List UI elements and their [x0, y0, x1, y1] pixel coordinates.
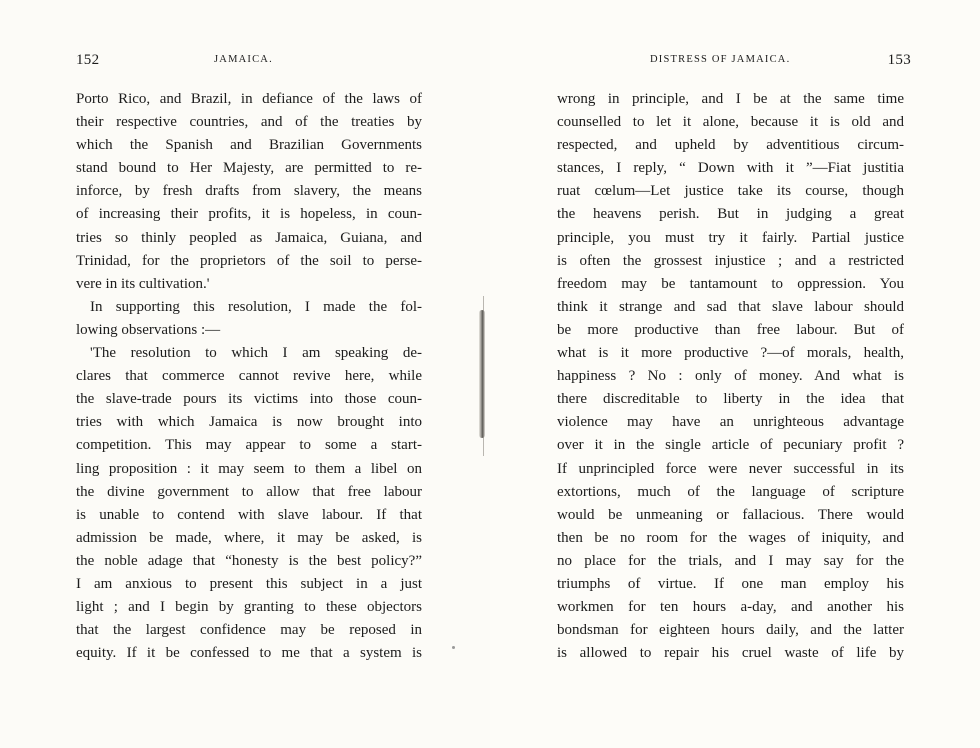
right-page-text-line: is allowed to repair his cruel waste of life by: [557, 645, 904, 662]
right-page-text-line: principle, you must try it fairly. Partial justice: [557, 229, 904, 246]
left-page-text-line: tries with which Jamaica is now brought into: [76, 414, 422, 431]
left-page-text-line: tries so thinly peopled as Jamaica, Guiana, and: [76, 229, 422, 246]
right-page-text-line: no place for the trials, and I may say for the: [557, 552, 904, 569]
right-page-text-line: freedom may be tantamount to oppression. You: [557, 275, 904, 292]
left-page-text-line: the slave-trade pours its victims into those coun-: [76, 391, 422, 408]
right-page-text-line: workmen for ten hours a-day, and another his: [557, 599, 904, 616]
paper-speck: [452, 646, 455, 649]
left-page-text-line: Porto Rico, and Brazil, in defiance of the laws of: [76, 91, 422, 107]
left-page-text-line: I am anxious to present this subject in a just: [76, 575, 422, 592]
right-page-text-line: there discreditable to liberty in the idea that: [557, 391, 904, 408]
right-page-header: [568, 52, 914, 72]
left-page-text-line: inforce, by fresh drafts from slavery, the means: [76, 183, 422, 200]
left-page-number: 152: [76, 52, 100, 68]
left-page-text-line: admission be made, where, it may be asked, is: [76, 529, 422, 546]
right-page-text-line: violence may have an unrighteous advantage: [557, 414, 904, 431]
right-page-text-line: counselled to let it alone, because it is old and: [557, 114, 904, 131]
right-page-text-line: would be unmeaning or fallacious. There would: [557, 506, 904, 523]
right-running-head: DISTRESS OF JAMAICA.: [650, 54, 791, 65]
left-page-text-line: of increasing their profits, it is hopeless, in coun-: [76, 206, 422, 223]
right-page-text-line: extortions, much of the language of scripture: [557, 483, 904, 500]
left-page-header: [76, 52, 422, 72]
left-page-text-line: In supporting this resolution, I made the fol-: [90, 298, 422, 315]
right-page-text-line: happiness ? No : only of money. And what is: [557, 368, 904, 385]
left-page-text-line: Trinidad, for the proprietors of the soil to perse-: [76, 252, 422, 269]
left-page-body: [76, 88, 422, 665]
right-page-text-line: is often the grossest injustice ; and a restricted: [557, 252, 904, 269]
right-page-text-line: think it strange and sad that slave labour should: [557, 298, 904, 315]
left-page-text-line: that the largest confidence may be reposed in: [76, 622, 422, 639]
left-page-text-line: competition. This may appear to some a start-: [76, 437, 422, 454]
left-page-text-line: vere in its cultivation.': [76, 275, 210, 292]
right-page-number: 153: [887, 52, 911, 68]
right-page-text-line: respected, and upheld by adventitious circum-: [557, 137, 904, 154]
right-page-text-line: ruat cœlum—Let justice take its course, though: [557, 183, 904, 200]
left-page-text-line: the noble adage that “honesty is the best policy?”: [76, 552, 422, 569]
left-page-text-line: is unable to contend with slave labour. If that: [76, 506, 422, 523]
left-page-text-line: ling proposition : it may seem to them a libel on: [76, 460, 422, 477]
left-page-text-line: the divine government to allow that free labour: [76, 483, 422, 500]
right-page-text-line: what is it more productive ?—of morals, health,: [557, 345, 904, 362]
left-page-text-line: light ; and I begin by granting to these objectors: [76, 599, 422, 616]
left-page-text-line: their respective countries, and of the treaties by: [76, 114, 422, 131]
right-page-text-line: then be no room for the wages of iniquity, and: [557, 529, 904, 546]
left-running-head: JAMAICA.: [214, 54, 273, 65]
right-page-text-line: the heavens perish. But in judging a great: [557, 206, 904, 223]
right-page-text-line: be more productive than free labour. But of: [557, 321, 904, 338]
right-page-text-line: triumphs of virtue. If one man employ his: [557, 575, 904, 592]
left-page-text-line: which the Spanish and Brazilian Governments: [76, 137, 422, 154]
right-page-text-line: stances, I reply, “ Down with it ”—Fiat justitia: [557, 160, 904, 177]
left-page-text-line: clares that commerce cannot revive here, while: [76, 368, 422, 385]
left-page-text-line: equity. If it be confessed to me that a system is: [76, 645, 422, 662]
right-page-text-line: bondsman for eighteen hours daily, and the latter: [557, 622, 904, 639]
left-page-text-line: stand bound to Her Majesty, are permitted to re-: [76, 160, 422, 177]
book-spine-fold: [479, 310, 485, 438]
right-page-body: [557, 88, 904, 665]
left-page-text-line: lowing observations :—: [76, 321, 221, 338]
right-page-text-line: over it in the single article of pecuniary profit ?: [557, 437, 904, 454]
right-page-text-line: If unprincipled force were never successful in its: [557, 460, 904, 477]
left-page-text-line: 'The resolution to which I am speaking de-: [90, 345, 422, 362]
right-page-text-line: wrong in principle, and I be at the same time: [557, 91, 904, 107]
right-page: [490, 0, 980, 748]
